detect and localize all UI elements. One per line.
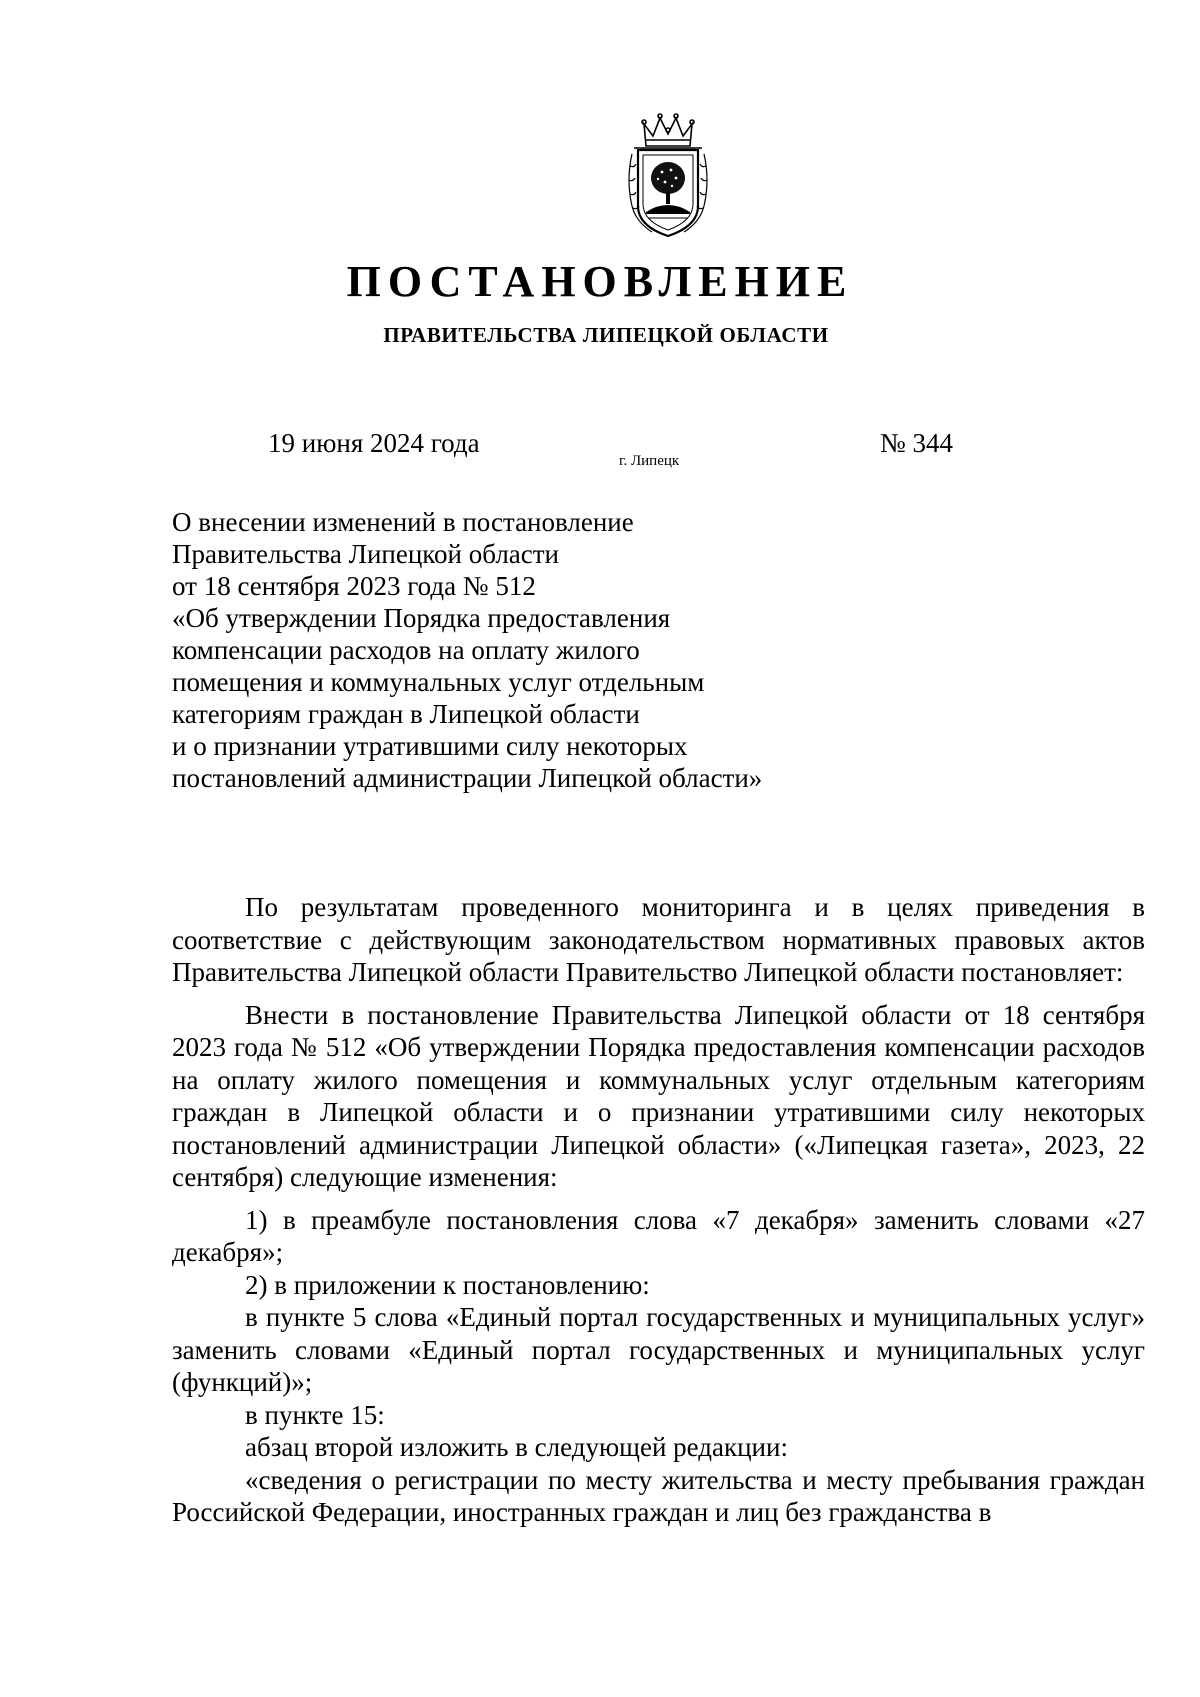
body-paragraph: 1) в преамбуле постановления слова «7 декабря» заменить словами «27 декабря»; — [172, 1204, 1145, 1267]
document-city: г. Липецк — [619, 453, 680, 469]
document-body — [172, 891, 1145, 1529]
document-date: 19 июня 2024 года — [268, 428, 480, 458]
heading-line: «Об утверждении Порядка предоставления — [172, 603, 671, 633]
heading-line: постановлений администрации Липецкой области» — [172, 763, 763, 793]
heading-line: компенсации расходов на оплату жилого — [172, 635, 640, 665]
heading-line: помещения и коммунальных услуг отдельным — [172, 667, 705, 697]
document-subtitle: ПРАВИТЕЛЬСТВА ЛИПЕЦКОЙ ОБЛАСТИ — [383, 323, 829, 347]
lipetsk-coat-of-arms-icon — [622, 110, 714, 240]
heading-line: О внесении изменений в постановление — [172, 507, 634, 537]
body-paragraph: По результатам проведенного мониторинга и в целях приведения в соответствие с действующим законодательством нормативных правовых актов Правительства Липецкой области Правительство Липецкой области постановляет: — [172, 892, 1145, 987]
body-paragraph: в пункте 5 слова «Единый портал государственных и муниципальных услуг» заменить словами «Единый портал государственных и муниципальных услуг (функций)»; — [172, 1302, 1145, 1397]
document-title: ПОСТАНОВЛЕНИЕ — [346, 257, 854, 306]
body-paragraph: абзац второй изложить в следующей редакции: — [245, 1432, 788, 1462]
heading-line: от 18 сентября 2023 года № 512 — [172, 571, 536, 601]
body-paragraph: Внести в постановление Правительства Липецкой области от 18 сентября 2023 года № 512 «Об утверждении Порядка предоставления компенсации расходов на оплату жилого помещения и коммунальных услуг отдельным категориям граждан в Липецкой области и о признании утратившими силу некоторых постановлений администрации Липецкой области» («Липецкая газета», 2023, 22 сентября) следующие изменения: — [172, 999, 1145, 1192]
heading-line: Правительства Липецкой области — [172, 539, 560, 569]
heading-line: и о признании утратившими силу некоторых — [172, 731, 688, 761]
document-number: № 344 — [880, 428, 954, 458]
body-paragraph: 2) в приложении к постановлению: — [245, 1269, 650, 1300]
body-paragraph: «сведения о регистрации по месту жительства и месту пребывания граждан Российской Федерации, иностранных граждан и лиц без гражданства в — [172, 1464, 1145, 1527]
body-paragraph: в пункте 15: — [245, 1399, 385, 1430]
heading-line: категориям граждан в Липецкой области — [172, 699, 640, 729]
document-heading — [172, 506, 872, 794]
